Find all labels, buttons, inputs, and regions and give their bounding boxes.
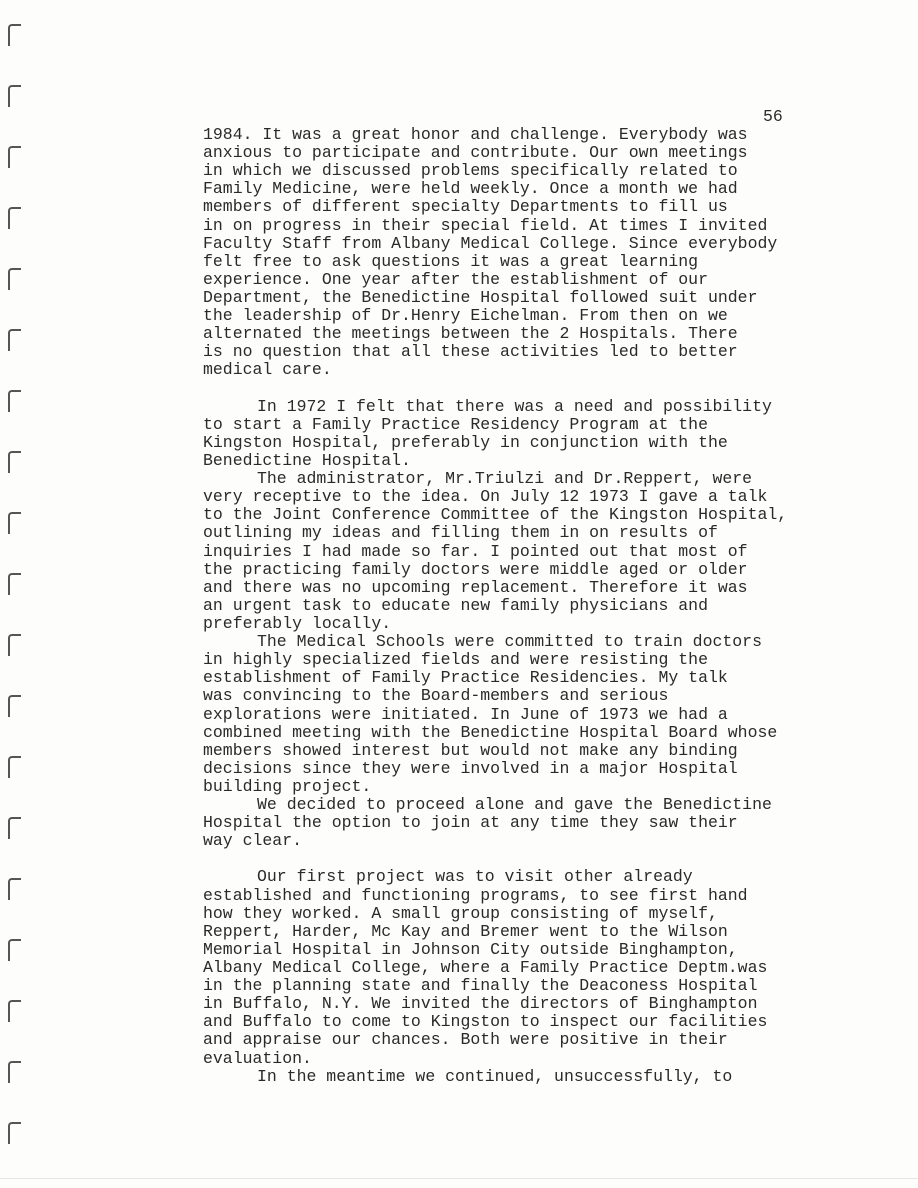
text-line: an urgent task to educate new family physicians and	[203, 595, 708, 615]
binder-hole-mark	[8, 573, 21, 595]
text-line: way clear.	[203, 831, 303, 851]
binder-hole-mark	[8, 939, 21, 961]
text-line: Family Medicine, were held weekly. Once a month we had	[203, 179, 738, 199]
text-line: evaluation.	[203, 1048, 312, 1068]
text-line: outlining my ideas and filling them in on results of	[203, 523, 718, 543]
text-line: and Buffalo to come to Kingston to inspect our facilities	[203, 1012, 768, 1032]
text-line: 1984. It was a great honor and challenge. Everybody was	[203, 125, 748, 144]
text-line: is no question that all these activities led to better	[203, 342, 738, 362]
text-line: Kingston Hospital, preferably in conjunction with the	[203, 432, 728, 452]
text-line: Our first project was to visit other already	[257, 867, 693, 887]
binder-hole-mark	[8, 268, 21, 290]
binder-hole-mark	[8, 24, 21, 46]
text-line: felt free to ask questions it was a great learning	[203, 251, 699, 271]
text-line: in on progress in their special field. At times I invited	[203, 215, 768, 235]
paragraph	[203, 868, 903, 1067]
binder-hole-mark	[8, 1122, 21, 1144]
text-line: in Buffalo, N.Y. We invited the directors of Binghampton	[203, 994, 758, 1014]
text-line: We decided to proceed alone and gave the Benedictine	[257, 795, 772, 815]
binder-hole-mark	[8, 1000, 21, 1022]
text-line: in which we discussed problems specifically related to	[203, 161, 738, 181]
text-line: The Medical Schools were committed to train doctors	[257, 632, 762, 652]
text-line: and appraise our chances. Both were positive in their	[203, 1030, 728, 1050]
text-line: to the Joint Conference Committee of the Kingston Hospital,	[203, 505, 788, 525]
binder-hole-mark	[8, 390, 21, 412]
binder-hole-mark	[8, 329, 21, 351]
text-line: medical care.	[203, 360, 332, 380]
binder-hole-mark	[8, 207, 21, 229]
text-line: in the planning state and finally the Deaconess Hospital	[203, 976, 758, 996]
paragraph-gap	[203, 380, 903, 398]
text-line: Memorial Hospital in Johnson City outside Binghampton,	[203, 939, 738, 959]
text-line: inquiries I had made so far. I pointed out that most of	[203, 541, 748, 561]
text-line: Benedictine Hospital.	[203, 450, 411, 470]
paragraph-gap	[203, 850, 903, 868]
paragraph	[203, 1068, 903, 1086]
binder-hole-mark	[8, 756, 21, 778]
text-line: very receptive to the idea. On July 12 1973 I gave a talk	[203, 487, 768, 507]
binder-hole-mark	[8, 85, 21, 107]
text-line: to start a Family Practice Residency Program at the	[203, 414, 708, 434]
text-line: explorations were initiated. In June of 1973 we had a	[203, 704, 728, 724]
text-line: Hospital the option to join at any time they saw their	[203, 813, 738, 833]
paragraph	[203, 633, 903, 796]
binder-hole-mark	[8, 451, 21, 473]
text-line: In 1972 I felt that there was a need and possibility	[257, 396, 772, 416]
text-line: Department, the Benedictine Hospital followed suit under	[203, 287, 758, 307]
binder-hole-mark	[8, 634, 21, 656]
binder-hole-mark	[8, 817, 21, 839]
text-line: The administrator, Mr.Triulzi and Dr.Reppert, were	[257, 469, 753, 489]
text-line: the leadership of Dr.Henry Eichelman. From then on we	[203, 306, 728, 326]
text-line: Albany Medical College, where a Family Practice Deptm.was	[203, 958, 768, 978]
text-line: the practicing family doctors were middle aged or older	[203, 559, 748, 579]
text-line: establishment of Family Practice Residencies. My talk	[203, 668, 728, 688]
text-line: members showed interest but would not make any binding	[203, 740, 738, 760]
binder-hole-mark	[8, 512, 21, 534]
binder-hole-marks	[0, 0, 30, 1188]
text-line: was convincing to the Board-members and serious	[203, 686, 669, 706]
text-line: Faculty Staff from Albany Medical College. Since everybody	[203, 233, 778, 253]
paragraph	[203, 126, 903, 380]
paragraph	[203, 398, 903, 470]
text-line: members of different specialty Departments to fill us	[203, 197, 728, 217]
binder-hole-mark	[8, 1061, 21, 1083]
text-line: decisions since they were involved in a major Hospital	[203, 758, 738, 778]
page-bottom-edge	[0, 1178, 918, 1179]
page-number: 56	[763, 107, 783, 126]
text-line: In the meantime we continued, unsuccessfully, to	[257, 1066, 733, 1086]
body-text	[203, 126, 903, 1086]
text-line: anxious to participate and contribute. Our own meetings	[203, 143, 748, 163]
text-line: established and functioning programs, to see first hand	[203, 885, 748, 905]
text-line: experience. One year after the establishment of our	[203, 269, 708, 289]
paragraph	[203, 796, 903, 850]
text-line: alternated the meetings between the 2 Hospitals. There	[203, 324, 738, 344]
text-line: Reppert, Harder, Mc Kay and Bremer went to the Wilson	[203, 921, 728, 941]
text-line: combined meeting with the Benedictine Hospital Board whose	[203, 722, 778, 742]
paragraph	[203, 470, 903, 633]
text-line: in highly specialized fields and were resisting the	[203, 650, 708, 670]
binder-hole-mark	[8, 695, 21, 717]
text-line: how they worked. A small group consisting of myself,	[203, 903, 718, 923]
text-line: and there was no upcoming replacement. Therefore it was	[203, 577, 748, 597]
binder-hole-mark	[8, 146, 21, 168]
text-line: preferably locally.	[203, 613, 392, 633]
binder-hole-mark	[8, 878, 21, 900]
text-line: building project.	[203, 776, 372, 796]
